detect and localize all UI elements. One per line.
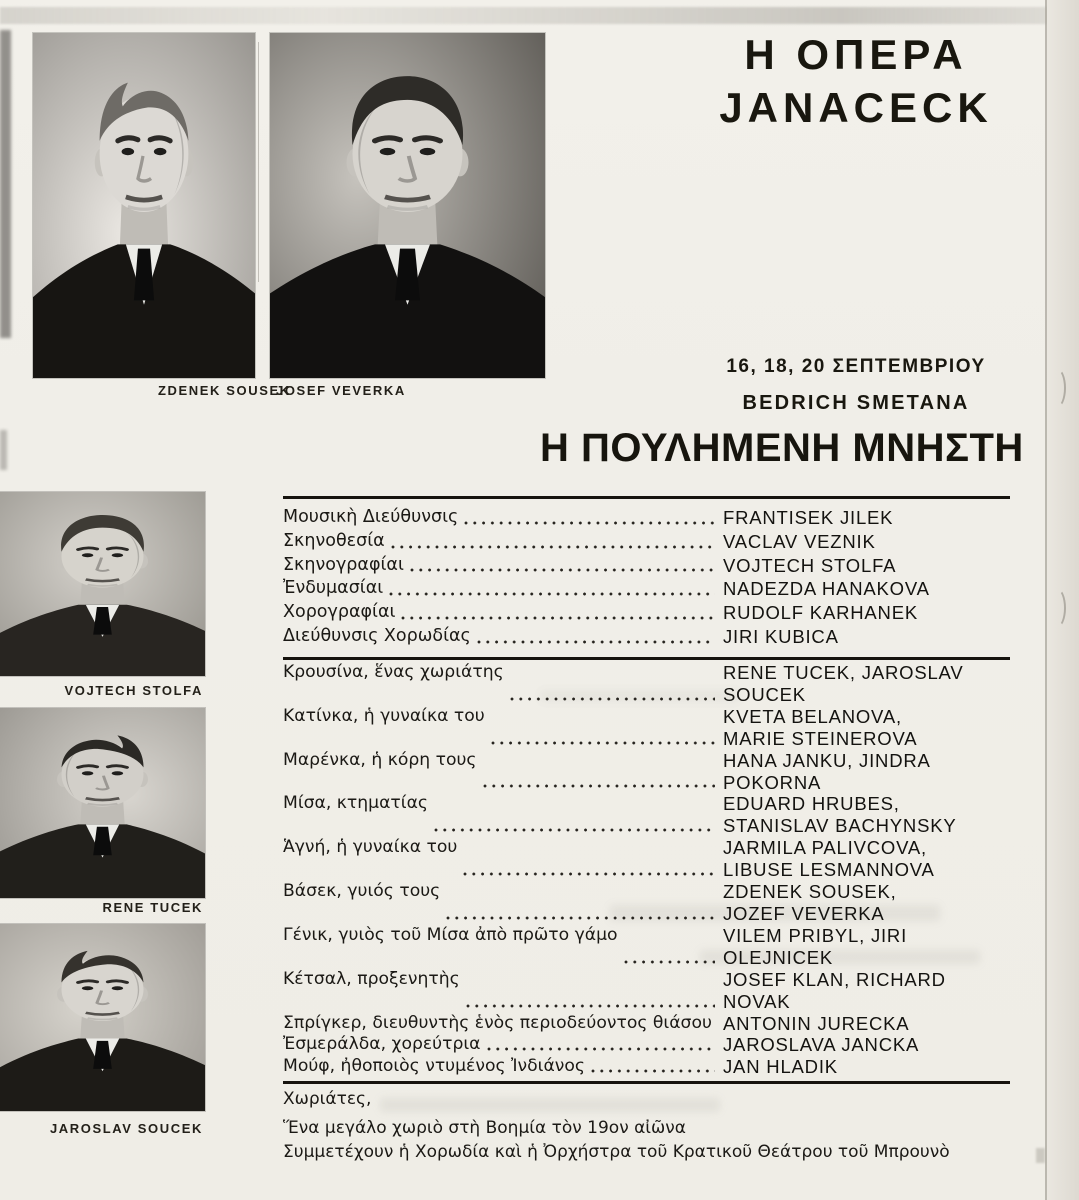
cast-row (283, 706, 1010, 750)
credit-label: Χορογραφίαι (283, 602, 396, 623)
cast-names (723, 750, 1010, 794)
scan-artifact-left-streak (0, 30, 11, 338)
cast-role: Ἁγνή, ἡ γυναίκα του (283, 837, 458, 858)
scan-artifact-fold-line (1045, 0, 1047, 1200)
portrait-photo-josef-veverka (270, 33, 545, 378)
cast-role: Βάσεκ, γυιός τους (283, 881, 441, 902)
cast-name-line: JARMILA PALIVCOVA, (723, 837, 927, 859)
photo-caption-zdenek-sousek: ZDENEK SOUSEK (158, 383, 291, 398)
cast-name-line: LIBUSE LESMANNOVA (723, 859, 935, 881)
credit-row (283, 601, 1010, 625)
credit-name: JIRI KUBICA (723, 625, 839, 647)
cast-names (723, 1034, 1010, 1056)
cast-name-line: EDUARD HRUBES, (723, 793, 900, 815)
credit-name: RUDOLF KARHANEK (723, 602, 918, 624)
photo-caption-vojtech-stolfa: VOJTECH STOLFA (64, 683, 203, 698)
credits-table (283, 496, 1010, 660)
cast-role: Μίσα, κτηματίας (283, 793, 429, 814)
credit-row (283, 577, 1010, 601)
cast-row (283, 925, 1010, 969)
cast-name-line: ZDENEK SOUSEK, (723, 881, 897, 903)
performance-dates: 16, 18, 20 ΣΕΠΤΕΜΒΡΙΟΥ (726, 356, 986, 377)
cast-name-line: JAROSLAVA JANCKA (723, 1034, 920, 1056)
cast-name-line: VILEM PRIBYL, JIRI (723, 924, 908, 946)
cast-name-line: KVETA BELANOVA, (723, 705, 902, 727)
cast-name-line: JOSEF KLAN, RICHARD (723, 968, 946, 990)
scan-artifact-photo-gap-shadow (258, 42, 259, 282)
dot-leader (401, 616, 715, 620)
performance-header (695, 356, 1017, 415)
dot-leader (446, 916, 715, 920)
cast-names (723, 1013, 1010, 1035)
dot-leader (487, 1047, 715, 1051)
cast-names (723, 881, 1010, 925)
footnote-ensemble: Συμμετέχουν ἡ Χορωδία καὶ ἡ Ὀρχήστρα τοῦ Κρατικοῦ Θεάτρου τοῦ Μπρουνὸ (283, 1141, 950, 1162)
dot-leader (410, 568, 715, 572)
credit-label: Σκηνοθεσία (283, 530, 385, 551)
photo-caption-josef-veverka: JOSEF VEVERKA (276, 383, 406, 398)
cast-role: Κρουσίνα, ἕνας χωριάτης (283, 662, 504, 682)
cast-names (723, 1056, 1010, 1078)
opera-title: Η ΠΟΥΛΗΜΕΝΗ ΜΝΗΣΤΗ (540, 426, 1024, 470)
photo-caption-rene-tucek: RENE TUCEK (102, 900, 203, 915)
photo-caption-jaroslav-soucek: JAROSLAV SOUCEK (49, 1121, 203, 1136)
cast-row (283, 837, 1010, 881)
cast-names (723, 793, 1010, 837)
dot-leader (510, 697, 715, 701)
cast-name-line: NOVAK (723, 990, 791, 1012)
dot-leader (477, 640, 715, 644)
cast-name-line: POKORNA (723, 771, 822, 793)
scan-artifact-curl-mark (1048, 588, 1066, 628)
cast-role: Σπρίγκερ, διευθυντὴς ἑνὸς περιοδεύοντος θιάσου (283, 1012, 712, 1033)
cast-row (283, 969, 1010, 1013)
footnote-setting: Ἕνα μεγάλο χωριὸ στὴ Βοημία τὸν 19ον αἰῶνα (283, 1118, 686, 1138)
cast-role: Μούφ, ἠθοποιὸς ντυμένος Ἰνδιάνος (283, 1056, 586, 1077)
cast-role: Κέτσαλ, προξενητὴς (283, 968, 460, 989)
scan-artifact-left-streak-small (0, 430, 7, 470)
credit-row (283, 530, 1010, 554)
credit-row (283, 625, 1010, 649)
credit-label: Σκηνογραφίαι (283, 554, 404, 575)
credit-label: Διεύθυνσις Χορωδίας (283, 625, 471, 646)
cast-row (283, 793, 1010, 837)
cast-row (283, 881, 1010, 925)
credit-row (283, 506, 1010, 530)
dot-leader (591, 1069, 715, 1073)
dot-leader (483, 784, 715, 788)
cast-names (723, 662, 1010, 706)
dot-leader (434, 828, 715, 832)
cast-table (283, 662, 1010, 1084)
cast-row (283, 1013, 1010, 1035)
credit-label: Ἐνδυμασίαι (283, 578, 384, 599)
credit-label: Μουσικὴ Διεύθυνσις (283, 507, 459, 527)
credit-row (283, 554, 1010, 578)
masthead (695, 28, 1017, 134)
dot-leader (624, 960, 715, 964)
dot-leader (464, 521, 715, 525)
masthead-line-1: Η ΟΠΕΡΑ (744, 31, 968, 78)
cast-name-line: MARIE STEINEROVA (723, 727, 918, 749)
dot-leader (389, 592, 715, 596)
cast-row (283, 750, 1010, 794)
cast-row (283, 1034, 1010, 1056)
credit-name: VOJTECH STOLFA (723, 554, 897, 576)
cast-name-line: RENE TUCEK, JAROSLAV (723, 662, 964, 683)
footnote-villagers: Χωριάτες, (283, 1089, 372, 1109)
credit-name: NADEZDA HANAKOVA (723, 578, 930, 600)
credit-name: VACLAV VEZNIK (723, 530, 876, 552)
scan-artifact-top-band (0, 7, 1079, 24)
cast-role: Ἐσμεράλδα, χορεύτρια (283, 1034, 481, 1055)
scan-artifact-bottom-mark (1036, 1148, 1045, 1163)
cast-name-line: SOUCEK (723, 683, 806, 705)
cast-bottom-rule (283, 1081, 1010, 1084)
cast-names (723, 925, 1010, 969)
cast-name-line: JAN HLADIK (723, 1056, 838, 1078)
credit-name: FRANTISEK JILEK (723, 507, 894, 528)
scan-artifact-curl-mark (1048, 368, 1066, 408)
cast-role: Κατίνκα, ἡ γυναίκα του (283, 705, 485, 726)
cast-row (283, 1056, 1010, 1078)
composer-name: BEDRICH SMETANA (742, 392, 970, 414)
dot-leader (491, 741, 715, 745)
dot-leader (463, 872, 715, 876)
dot-leader (466, 1004, 715, 1008)
cast-name-line: STANISLAV BACHYNSKY (723, 815, 957, 837)
cast-name-line: JOZEF VEVERKA (723, 902, 885, 924)
cast-names (723, 969, 1010, 1013)
portrait-photo-zdenek-sousek (33, 33, 255, 378)
cast-name-line: OLEJNICEK (723, 946, 834, 968)
cast-names (723, 706, 1010, 750)
cast-name-line: HANA JANKU, JINDRA (723, 749, 931, 771)
portrait-photo-rene-tucek (0, 708, 205, 898)
cast-row (283, 662, 1010, 706)
masthead-line-2: JANACECK (719, 84, 993, 131)
cast-name-line: ANTONIN JURECKA (723, 1012, 910, 1034)
cast-names (723, 837, 1010, 881)
footnotes (283, 1088, 1010, 1164)
portrait-photo-vojtech-stolfa (0, 492, 205, 676)
cast-role: Μαρένκα, ἡ κόρη τους (283, 749, 477, 770)
portrait-photo-jaroslav-soucek (0, 924, 205, 1111)
dot-leader (391, 545, 715, 549)
cast-role: Γένικ, γυιὸς τοῦ Μίσα ἀπὸ πρῶτο γάμο (283, 924, 618, 945)
